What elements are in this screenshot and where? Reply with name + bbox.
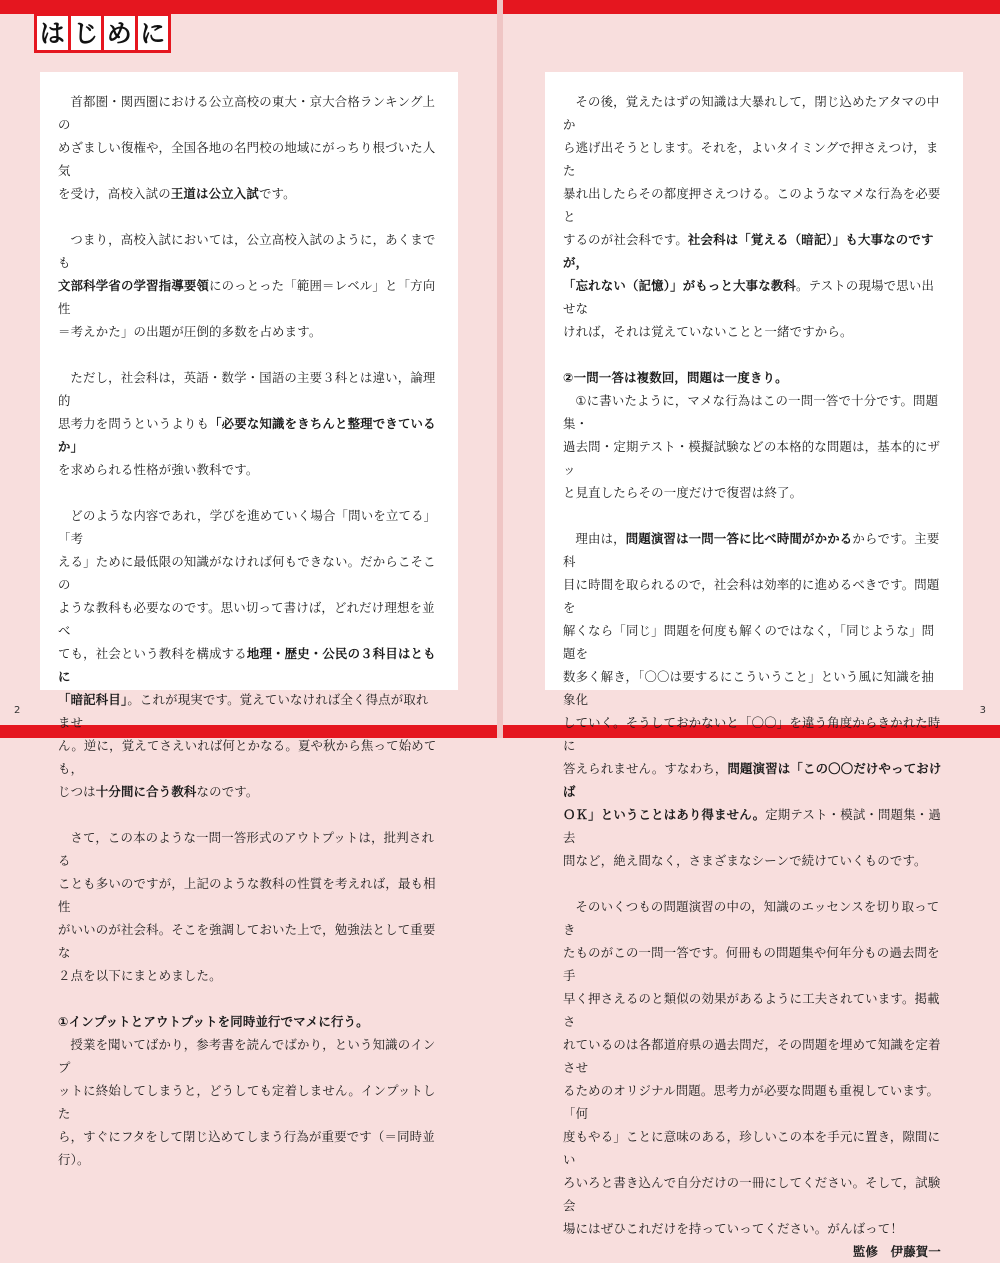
paragraph xyxy=(58,90,440,205)
top-red-bar-left xyxy=(0,0,497,14)
title-char: め xyxy=(104,16,135,50)
text-line: 「暗記科目」。これが現実です。覚えていなければ全く得点が取れませ xyxy=(58,692,429,730)
top-red-bar-right xyxy=(503,0,1000,14)
text-line: つまり，高校入試においては，公立高校入試のように，あくまでも xyxy=(58,232,436,270)
paragraph xyxy=(58,826,440,987)
text-line: ＝考えかた」の出題が圧倒的多数を占めます。 xyxy=(58,324,322,339)
text-line: 首都圏・関西圏における公立高校の東大・京大合格ランキング上の xyxy=(58,94,436,132)
text-line: どのような内容であれ，学びを進めていく場合「問いを立てる」「考 xyxy=(58,508,437,546)
text-line: ＯＫ」ということはあり得ません。定期テスト・模試・問題集・過去 xyxy=(563,807,941,845)
text-line: 場にはぜひこれだけを持っていってください。がんばって！ xyxy=(563,1221,903,1236)
text-line: ことも多いのですが，上記のような教科の性質を考えれば，最も相性 xyxy=(58,876,436,914)
text-line: 思考力を問うというよりも「必要な知識をきちんと整理できているか」 xyxy=(58,416,436,454)
bold-text: 王道は公立入試 xyxy=(170,186,259,201)
page-title xyxy=(34,13,171,53)
text-line: 文部科学省の学習指導要領にのっとった「範囲＝レベル」と「方向性 xyxy=(58,278,436,316)
text-line: ろいろと書き込んで自分だけの一冊にしてください。そして，試験会 xyxy=(563,1175,941,1213)
text-line: 暴れ出したらその都度押さえつける。このようなマメな行為を必要と xyxy=(563,186,941,224)
text-line: がいいのが社会科。そこを強調しておいた上で，勉強法として重要な xyxy=(58,922,436,960)
text-line: ただし，社会科は，英語・数学・国語の主要３科とは違い，論理的 xyxy=(58,370,436,408)
paragraph xyxy=(563,527,945,872)
paragraph xyxy=(58,228,440,343)
text-line: 度もやる」ことに意味のある，珍しいこの本を手元に置き，隙間にい xyxy=(563,1129,941,1167)
text-line: たものがこの一問一答です。何冊もの問題集や何年分もの過去問を手 xyxy=(563,945,940,983)
paragraph xyxy=(563,895,945,1263)
text-line: 授業を聞いてばかり，参考書を読んでばかり，という知識のインプ xyxy=(58,1037,436,1075)
text-line: 解くなら「同じ」問題を何度も解くのではなく，「同じような」問題を xyxy=(563,623,935,661)
title-char: じ xyxy=(71,16,102,50)
text-line: を受け，高校入試の王道は公立入試です。 xyxy=(58,186,296,201)
text-line: 早く押さえるのと類似の効果があるように工夫されています。掲載さ xyxy=(563,991,940,1029)
paragraph xyxy=(563,90,945,343)
text-line: 「忘れない（記憶）」がもっと大事な教科。テストの現場で思い出せな xyxy=(563,278,935,316)
paragraph xyxy=(58,366,440,481)
right-page-panel xyxy=(545,72,963,1259)
page-number-right: 3 xyxy=(979,705,986,716)
bold-text: 「暗記科目」 xyxy=(58,692,128,707)
bold-text: 「忘れない（記憶）」がもっと大事な教科 xyxy=(563,278,797,293)
section-heading: ①インプットとアウトプットを同時並行でマメに行う。 xyxy=(58,1014,369,1029)
title-char: に xyxy=(138,16,169,50)
text-line: するのが社会科です。社会科は「覚える（暗記）」も大事なのですが， xyxy=(563,232,934,270)
bold-text: ＯＫ」ということはあり得ません。 xyxy=(563,807,766,822)
bold-text: 社会科は「覚える（暗記）」も大事なのですが， xyxy=(563,232,934,270)
text-line: を求められる性格が強い教科です。 xyxy=(58,462,259,477)
text-line: その後，覚えたはずの知識は大暴れして，閉じ込めたアタマの中か xyxy=(563,94,940,132)
text-line: ２点を以下にまとめました。 xyxy=(58,968,222,983)
left-page-panel xyxy=(40,72,458,1167)
text-line: ら，すぐにフタをして閉じ込めてしまう行為が重要です（＝同時並行）。 xyxy=(58,1129,435,1167)
text-line: と見直したらその一度だけで復習は終了。 xyxy=(563,485,803,500)
text-line: さて，この本のような一問一答形式のアウトプットは，批判される xyxy=(58,830,435,868)
text-line: える」ために最低限の知識がなければ何もできない。だからこそこの xyxy=(58,554,436,592)
text-line: ①に書いたように，マメな行為はこの一問一答で十分です。問題集・ xyxy=(563,393,939,431)
section xyxy=(563,366,945,504)
bold-text: 問題演習は一問一答に比べ時間がかかる xyxy=(625,531,853,546)
text-line: 答えられません。すなわち，問題演習は「この〇〇だけやっておけば xyxy=(563,761,942,799)
text-line: めざましい復権や，全国各地の名門校の地域にがっちり根づいた人気 xyxy=(58,140,436,178)
page-number-left: 2 xyxy=(14,705,21,716)
page-gutter xyxy=(497,0,503,738)
text-line: ければ，それは覚えていないことと一緒ですから。 xyxy=(563,324,853,339)
text-line: じつは十分間に合う教科なのです。 xyxy=(58,784,259,799)
text-line: 目に時間を取られるので，社会科は効率的に進めるべきです。問題を xyxy=(563,577,940,615)
text-line: していく。そうしておかないと「〇〇」を違う角度からきかれた時に xyxy=(563,715,941,753)
title-char: は xyxy=(37,16,68,50)
text-line: ような教科も必要なのです。思い切って書けば，どれだけ理想を並べ xyxy=(58,600,435,638)
text-line: 問など，絶え間なく，さまざまなシーンで続けていくものです。 xyxy=(563,853,927,868)
text-line: ても，社会という教科を構成する地理・歴史・公民の３科目はともに xyxy=(58,646,436,684)
section-heading: ②一問一答は複数回，問題は一度きり。 xyxy=(563,370,788,385)
section xyxy=(58,1010,440,1171)
text-line: ん。逆に，覚えてさえいれば何とかなる。夏や秋から焦って始めても， xyxy=(58,738,437,776)
bold-text: 問題演習は「この〇〇だけやっておけば xyxy=(563,761,942,799)
bold-text: 十分間に合う教科 xyxy=(95,784,197,799)
paragraph xyxy=(58,504,440,803)
text-line: ら逃げ出そうとします。それを，よいタイミングで押さえつけ，また xyxy=(563,140,939,178)
text-line: ットに終始してしまうと，どうしても定着しません。インプットした xyxy=(58,1083,436,1121)
bold-text: 「必要な知識をきちんと整理できているか」 xyxy=(58,416,436,454)
bold-text: 地理・歴史・公民の３科目はともに xyxy=(58,646,436,684)
text-line: 理由は，問題演習は一問一答に比べ時間がかかるからです。主要科 xyxy=(563,531,940,569)
text-line: 数多く解き，「〇〇は要するにこういうこと」という風に知識を抽象化 xyxy=(563,669,935,707)
text-line: 過去問・定期テスト・模擬試験などの本格的な問題は，基本的にザッ xyxy=(563,439,941,477)
text-line: そのいくつもの問題演習の中の，知識のエッセンスを切り取ってき xyxy=(563,899,940,937)
text-line: れているのは各都道府県の過去問だ，その問題を埋めて知識を定着させ xyxy=(563,1037,941,1075)
signature: 監修 伊藤賀一 xyxy=(852,1244,941,1259)
text-line: るためのオリジナル問題。思考力が必要な問題も重視しています。「何 xyxy=(563,1083,940,1121)
bold-text: 文部科学省の学習指導要領 xyxy=(58,278,210,293)
